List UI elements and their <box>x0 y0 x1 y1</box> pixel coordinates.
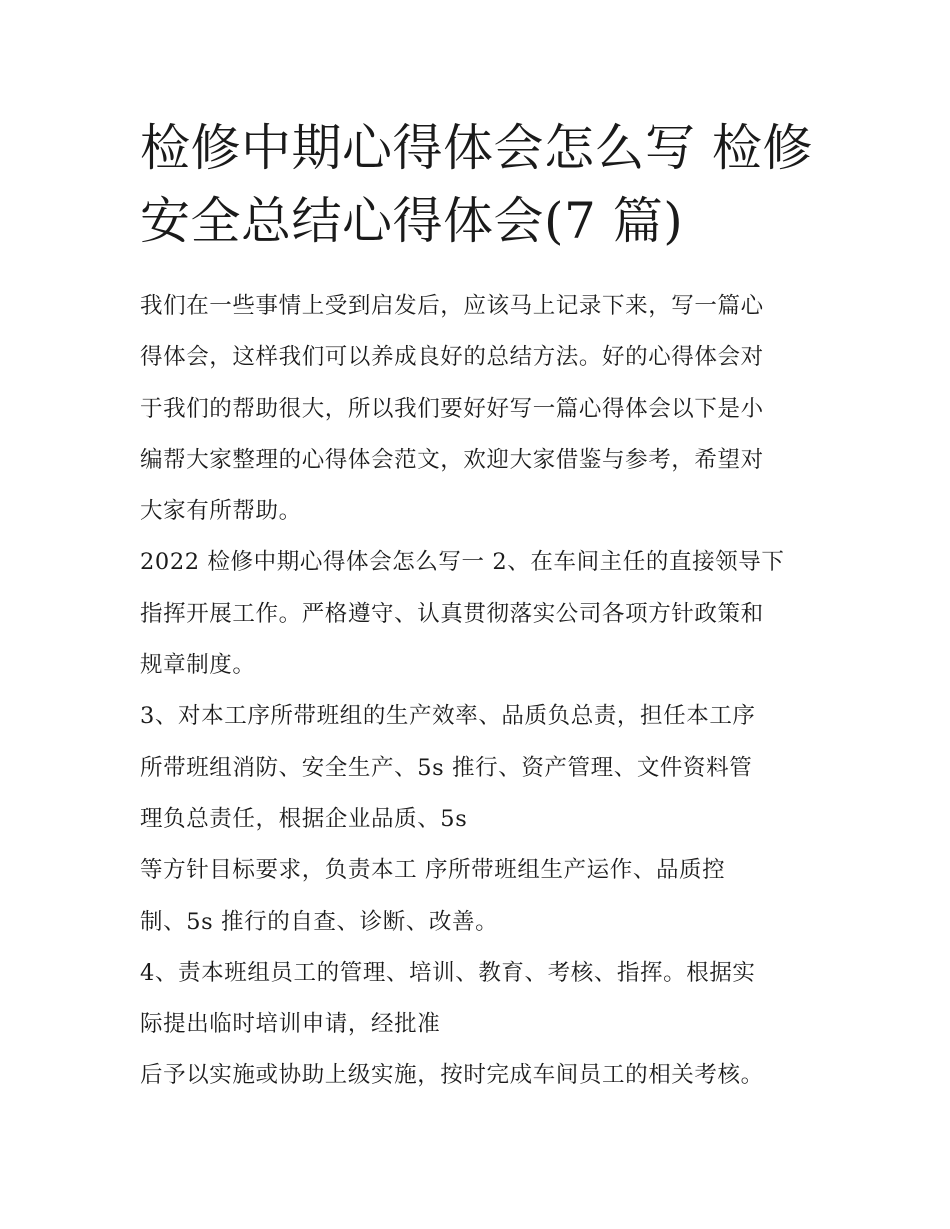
title-line-1: 检修中期心得体会怎么写 检修 <box>140 119 813 177</box>
body-line-3: 于我们的帮助很大，所以我们要好好写一篇心得体会以下是小 <box>140 395 764 422</box>
document-title <box>140 112 820 258</box>
body-line-2: 得体会，这样我们可以养成良好的总结方法。好的心得体会对 <box>140 344 764 371</box>
body-line-12: 等方针目标要求，负责本工 序所带班组生产运作、品质控 <box>140 857 726 884</box>
body-line-1: 我们在一些事情上受到启发后，应该马上记录下来，写一篇心 <box>140 293 764 319</box>
title-line-2: 安全总结心得体会(7 篇) <box>140 192 684 250</box>
document-body <box>140 281 820 1102</box>
body-line-4: 编帮大家整理的心得体会范文，欢迎大家借鉴与参考，希望对 <box>140 446 764 473</box>
body-line-8: 规章制度。 <box>140 652 256 679</box>
body-line-10: 所带班组消防、安全生产、5s 推行、资产管理、文件资料管 <box>140 754 753 781</box>
body-line-6: 2022 检修中期心得体会怎么写一 2、在车间主任的直接领导下 <box>140 549 785 576</box>
body-line-11: 理负总责任，根据企业品质、5s <box>140 805 468 832</box>
body-line-5: 大家有所帮助。 <box>140 498 302 525</box>
body-line-14: 4、责本班组员工的管理、培训、教育、考核、指挥。根据实 <box>140 959 756 986</box>
body-line-7: 指挥开展工作。严格遵守、认真贯彻落实公司各项方针政策和 <box>140 600 764 627</box>
body-line-9: 3、对本工序所带班组的生产效率、品质负总责，担任本工序 <box>140 703 756 730</box>
body-line-13: 制、5s 推行的自查、诊断、改善。 <box>140 908 499 935</box>
body-line-16: 后予以实施或协助上级实施，按时完成车间员工的相关考核。 <box>140 1062 764 1089</box>
body-line-15: 际提出临时培训申请，经批准 <box>140 1011 441 1038</box>
